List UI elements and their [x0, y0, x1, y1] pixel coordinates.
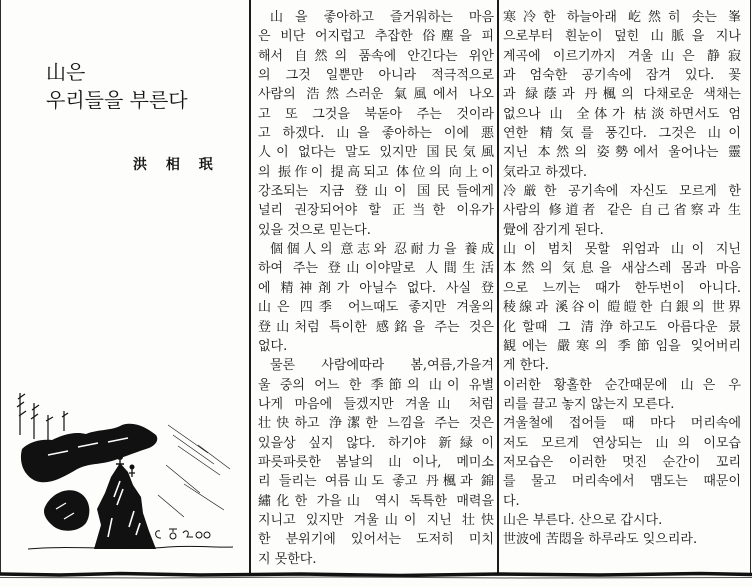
text-line: 한 분위기에 있어서는 도저히 미치: [258, 532, 494, 548]
text-line: 고 또 그것을 북돋아 주는 것이라: [258, 106, 494, 122]
paragraph: [503, 8, 741, 182]
column-divider: [497, 0, 499, 574]
text-line: 으로 느끼는 때가 한두번이 아니다.: [503, 280, 741, 296]
text-line: 리 들리는 여름山도 좋고 丹楓과 錦: [258, 474, 494, 490]
text-line: 있을상 싶지 않다. 하기야 新緑이: [258, 435, 494, 451]
text-line: 고 하겠다. 山을 좋아하는 이에 悪: [258, 126, 494, 142]
text-line: 강조되는 지금 登山이 国民들에게: [258, 184, 494, 200]
text-line: 本然의 気息을 새삼스레 몸과 마음: [503, 261, 741, 277]
text-line: 覺에 잠기게 된다.: [503, 222, 604, 238]
text-line: 울 중의 어느 한 季節의 山이 유별: [258, 377, 494, 393]
text-line: 山은 부른다. 산으로 갑시다.: [503, 512, 663, 528]
text-line: 파릇파릇한 봄날의 山이나, 메미소: [258, 454, 494, 470]
text-line: 사람의 修道者 같은 自己省察과 生: [503, 203, 741, 219]
sparse-trees: [17, 393, 68, 442]
text-line: 나게 마음에 들겠지만 겨울山 처럼: [258, 396, 494, 412]
headline-line-1: 山은: [46, 60, 86, 84]
text-line: 은 비단 어지럽고 추잡한 俗塵을 피: [258, 29, 494, 45]
text-line: 있을 것으로 믿는다.: [258, 222, 371, 238]
text-line: 널리 권장되어야 할 正当한 이유가: [258, 203, 494, 219]
text-line: 겨울철에 접어들 때 마다 머리속에: [503, 416, 741, 432]
text-line: 계곡에 이르기까지 겨울山은 静寂: [503, 48, 741, 64]
article-column-middle: [258, 8, 494, 572]
text-line: 世波에 苦悶을 하루라도 잊으리라.: [503, 532, 698, 548]
text-line: 으로부터 흰눈이 덮힌 山脈을 지나: [503, 29, 741, 45]
paragraph: [258, 8, 494, 240]
text-line: 의 振作이 提高되고 体位의 向上이: [258, 164, 494, 180]
text-line: 山을 좋아하고 즐거워하는 마음: [270, 10, 494, 25]
paragraph: [503, 414, 741, 511]
frame-left-edge: [0, 0, 1, 574]
author-byline: 洪 相 珉: [133, 157, 213, 173]
text-line: 化할때 그 清浄하고도 아름다운 景: [503, 319, 741, 335]
text-line: 登山처럼 특이한 感銘을 주는 것은: [258, 319, 494, 335]
text-line: 気라고 하겠다.: [503, 164, 588, 180]
text-line: 이러한 황홀한 순간때문에 山은 우: [503, 377, 741, 393]
text-line: 해서 自然의 품속에 안긴다는 위안: [258, 48, 494, 64]
bottom-border: [0, 568, 752, 587]
article-column-right: [503, 8, 741, 568]
text-line: 山은 四季 어느때도 좋지만 겨울의: [258, 300, 494, 316]
text-line: 없으나 山 全体가 枯淡하면서도 엄: [503, 106, 741, 122]
rock-mass: [44, 490, 89, 530]
text-line: 지닌 本然의 姿勢에서 울어나는 靈: [503, 145, 741, 161]
text-line: 에 精神剤가 아닐수 없다. 사실 登: [258, 280, 494, 296]
paragraph: [503, 240, 741, 375]
artist-signature: [156, 529, 210, 539]
paragraph: [258, 240, 494, 356]
text-line: 사람의 浩然스러운 氣風에서 나오: [258, 87, 494, 103]
dark-ridge: [21, 424, 157, 483]
text-line: 저도 모르게 연상되는 山의 이모습: [503, 435, 741, 451]
text-line: 壮快하고 浄潔한 느낌을 주는 것은: [258, 416, 494, 432]
column-divider: [249, 0, 251, 574]
paragraph: [503, 182, 741, 240]
headline-line-2: 우리들을 부른다: [46, 88, 188, 112]
paragraph: [258, 356, 494, 569]
peak-with-climbers: [94, 454, 156, 549]
frame-right-edge: [750, 0, 751, 574]
text-line: 과 엄숙한 공기속에 잠겨 있다. 꽃: [503, 68, 741, 84]
paragraph: [503, 376, 741, 415]
article-headline: [46, 58, 188, 114]
text-line: 冷厳한 공기속에 자신도 모르게 한: [503, 184, 741, 200]
text-line: 지 못한다.: [258, 551, 317, 567]
text-line: 리를 끌고 놓지 않는지 모른다.: [503, 396, 675, 412]
text-line: 연한 精気를 풍긴다. 그것은 山이: [503, 126, 741, 142]
text-line: 게 한다.: [503, 358, 549, 374]
text-line: 없다.: [258, 338, 288, 354]
text-line: 寒冷한 하늘아래 屹然히 솟는 峯: [503, 10, 741, 25]
text-line: 물론 사람에따라 봄,여름,가을겨: [270, 358, 494, 374]
text-line: 繡化한 가을山 역시 독특한 매력을: [258, 493, 494, 509]
text-line: 를 물고 머리속에서 맴도는 때문이: [503, 474, 741, 490]
slope-hatching: [158, 425, 230, 517]
text-line: 稜線과 溪谷이 皚皚한 白銀의 世界: [503, 300, 741, 316]
paragraph: [503, 530, 741, 549]
text-line: 하여 주는 登山이야말로 人間生活: [258, 261, 494, 277]
paragraph: [503, 511, 741, 530]
text-line: 個個人의 意志와 忍耐力을 養成: [270, 242, 494, 258]
text-line: 山이 범치 못할 위엄과 山이 지닌: [503, 242, 741, 258]
text-line: 지니고 있지만 겨울山이 지닌 壮快: [258, 512, 494, 528]
text-line: 人이 없다는 말도 있지만 国民気風: [258, 145, 494, 161]
text-line: 의 그것 일뿐만 아니라 적극적으로: [258, 68, 494, 84]
mountain-illustration: [8, 385, 238, 555]
text-line: 저모습은 이러한 멋진 순간이 꼬리: [503, 454, 741, 470]
text-line: 観에는 嚴寒의 季節임을 잊어버리: [503, 338, 741, 354]
text-line: 다.: [503, 493, 520, 509]
text-line: 과 緑蔭과 丹楓의 다채로운 색채는: [503, 87, 741, 103]
